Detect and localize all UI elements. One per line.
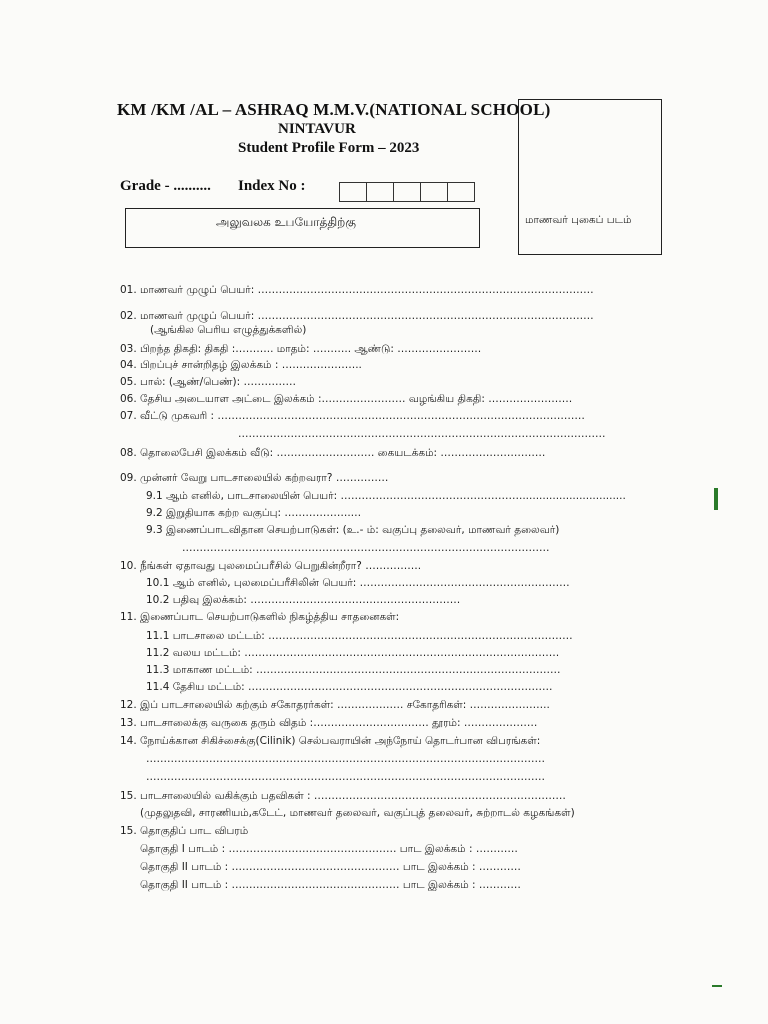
form-field-line: தொகுதி II பாடம் : ………………………………………… பாட இலக்கம் : …………: [140, 861, 521, 873]
form-field-line: 13. பாடசாலைக்கு வருகை தரும் விதம் :…………………………… தூரம்: …………………: [120, 717, 538, 729]
office-use-label: அலுவலக உபயோத்திற்கு: [216, 215, 356, 229]
form-field-line: 06. தேசிய அடையாள அட்டை இலக்கம் :…………………… வழங்கிய திகதி: ……………………: [120, 393, 573, 405]
student-photo-box: [518, 99, 662, 255]
index-label: Index No :: [238, 178, 306, 194]
grade-label: Grade - ..........: [120, 178, 211, 194]
form-field-line: 09. முன்னர் வேறு பாடசாலையில் கற்றவரா? ……………: [120, 472, 389, 484]
form-field-line: 11.1 பாடசாலை மட்டம்: ……………………………………………………………………………: [146, 630, 573, 642]
margin-mark: [714, 488, 718, 510]
form-field-line: (ஆங்கில பெரிய எழுத்துக்களில்): [150, 324, 307, 336]
form-field-line: 9.3 இணைப்பாடவிதான செயற்பாடுகள்: (உ.- ம்: வகுப்பு தலைவர், மாணவர் தலைவர்): [146, 524, 560, 536]
office-use-box: [125, 208, 480, 248]
form-field-line: 15. தொகுதிப் பாட விபரம்: [120, 825, 249, 837]
form-field-line: 01. மாணவர் முழுப் பெயர்: ……………………………………………………………………………………: [120, 284, 594, 296]
form-field-line: 10.2 பதிவு இலக்கம்: ……………………………………………………: [146, 594, 461, 606]
index-box: [393, 182, 421, 202]
form-field-line: 11.3 மாகாண மட்டம்: ……………………………………………………………………………: [146, 664, 561, 676]
form-field-line: 9.2 இறுதியாக கற்ற வகுப்பு: ……………….…: [146, 507, 362, 519]
form-field-line: 14. நோய்க்கான சிகிச்சைக்கு(Cilinik) செல்பவராயின் அந்நோய் தொடர்பான விபரங்கள்:: [120, 735, 541, 747]
form-field-line: ……………………………………………………………………………………………………: [146, 753, 545, 765]
school-name: KM /KM /AL – ASHRAQ M.M.V.(NATIONAL SCHOOL): [117, 100, 551, 119]
form-title: Student Profile Form – 2023: [238, 140, 420, 156]
index-box: [366, 182, 394, 202]
form-field-line: ……………………………………………………………………………………………………: [146, 771, 545, 783]
form-field-line: 10. நீங்கள் ஏதாவது புலமைப்பரீசில் பெறுகின்றீரா? …………….: [120, 560, 422, 572]
margin-mark: [712, 985, 722, 987]
form-field-line: 07. வீட்டு முகவரி : ……………………………………………………………………………………………: [120, 410, 585, 422]
form-field-line: 9.1 ஆம் எனில், பாடசாலையின் பெயர்: ……………………………………………................................: [146, 490, 626, 502]
form-field-line: ……………………………………………………………………………………………: [182, 542, 550, 554]
form-field-line: தொகுதி I பாடம் : ………………………………………… பாட இலக்கம் : …………: [140, 843, 518, 855]
form-field-line: 08. தொலைபேசி இலக்கம் வீடு: ………………………. கையடக்கம்: …………………………: [120, 447, 546, 459]
school-town: NINTAVUR: [278, 121, 356, 137]
index-box: [420, 182, 448, 202]
form-field-line: 05. பால்: (ஆண்/பெண்): ……………: [120, 376, 297, 388]
photo-label: மாணவர் புகைப் படம்: [525, 214, 632, 226]
index-box: [447, 182, 475, 202]
form-field-line: 11.4 தேசிய மட்டம்: ……………………………………………………………………………: [146, 681, 553, 693]
form-field-line: 15. பாடசாலையில் வகிக்கும் பதவிகள் : ………………………………………………………………: [120, 790, 566, 802]
form-field-line: 10.1 ஆம் எனில், புலமைப்பரீசிலின் பெயர்: ……………………………………………………: [146, 577, 570, 589]
form-field-line: 04. பிறப்புச் சான்றிதழ் இலக்கம் : …………………..: [120, 359, 362, 371]
form-field-line: 11. இணைப்பாட செயற்பாடுகளில் நிகழ்த்திய சாதனைகள்:: [120, 611, 400, 623]
form-field-line: தொகுதி II பாடம் : ………………………………………… பாட இலக்கம் : …………: [140, 879, 521, 891]
form-field-line: ……………………………………………………………………………………………: [238, 428, 606, 440]
form-field-line: 11.2 வலய மட்டம்: ………………………………………………………………………………: [146, 647, 560, 659]
index-box: [339, 182, 367, 202]
form-field-line: 12. இப் பாடசாலையில் கற்கும் சகோதரர்கள்: ………………. சகோதரிகள்: …………………..: [120, 699, 550, 711]
index-number-boxes: [340, 182, 475, 202]
form-field-line: (முதலுதவி, சாரணியம்,கடேட், மாணவர் தலைவர், வகுப்புத் தலைவர், சுற்றாடல் கழகங்கள்): [140, 807, 575, 819]
form-field-line: 02. மாணவர் முழுப் பெயர்: ……………………………………………………………………………………: [120, 310, 594, 322]
form-field-line: 03. பிறந்த திகதி: திகதி :……….. மாதம்: ……….. ஆண்டு: ……………………: [120, 343, 482, 355]
